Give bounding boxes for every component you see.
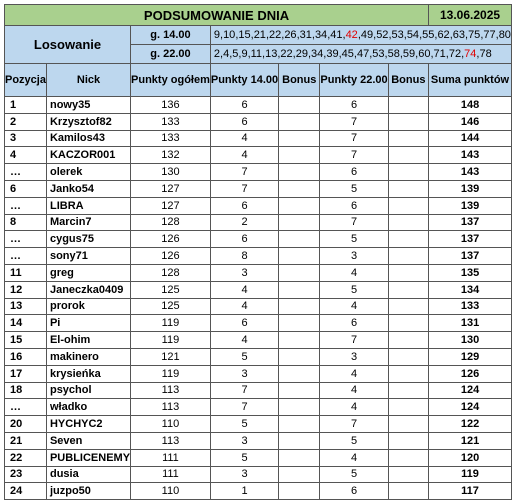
drawn-number: 34 bbox=[311, 48, 324, 60]
points-1400-cell: 4 bbox=[210, 332, 278, 349]
points-2200-cell: 7 bbox=[320, 416, 388, 433]
sum-points-cell: 135 bbox=[429, 264, 512, 281]
bonus-1400-cell bbox=[279, 231, 320, 248]
drawn-number: 71 bbox=[433, 48, 446, 60]
position-cell: 18 bbox=[5, 382, 47, 399]
position-cell: … bbox=[5, 164, 47, 181]
points-2200-cell: 5 bbox=[320, 466, 388, 483]
total-points-cell: 111 bbox=[131, 449, 211, 466]
drawn-number: 52 bbox=[376, 29, 389, 41]
points-2200-cell: 7 bbox=[320, 130, 388, 147]
drawn-number: 53 bbox=[391, 29, 404, 41]
bonus-1400-cell bbox=[279, 298, 320, 315]
total-points-cell: 136 bbox=[131, 97, 211, 114]
bonus-1400-cell bbox=[279, 483, 320, 500]
points-1400-cell: 7 bbox=[210, 180, 278, 197]
total-points-cell: 125 bbox=[131, 281, 211, 298]
points-2200-cell: 4 bbox=[320, 365, 388, 382]
drawn-number: 54 bbox=[406, 29, 420, 41]
drawn-number: 11 bbox=[250, 48, 263, 60]
total-points-cell: 113 bbox=[131, 382, 211, 399]
points-2200-cell: 3 bbox=[320, 348, 388, 365]
table-row bbox=[5, 231, 512, 248]
bonus-1400-cell bbox=[279, 432, 320, 449]
table-row bbox=[5, 483, 512, 500]
sum-points-cell: 134 bbox=[429, 281, 512, 298]
draw-numbers-1400: 9,10,15,21,22,26,31,34,41,42,49,52,53,54,55,62,63,75,77,80 bbox=[210, 26, 511, 45]
points-1400-cell: 3 bbox=[210, 264, 278, 281]
table-row bbox=[5, 332, 512, 349]
draws-label: Losowanie bbox=[5, 26, 131, 64]
sum-points-cell: 144 bbox=[429, 130, 512, 147]
table-row bbox=[5, 348, 512, 365]
points-1400-cell: 4 bbox=[210, 281, 278, 298]
sum-points-cell: 122 bbox=[429, 416, 512, 433]
position-cell: 17 bbox=[5, 365, 47, 382]
points-2200-cell: 5 bbox=[320, 432, 388, 449]
nick-cell: HYCHYC2 bbox=[46, 416, 130, 433]
nick-cell: Janko54 bbox=[46, 180, 130, 197]
bonus-2200-cell bbox=[388, 130, 428, 147]
position-cell: … bbox=[5, 197, 47, 214]
points-1400-cell: 6 bbox=[210, 97, 278, 114]
drawn-number: 55 bbox=[422, 29, 435, 41]
sum-points-cell: 137 bbox=[429, 248, 512, 265]
bonus-2200-cell bbox=[388, 382, 428, 399]
table-row bbox=[5, 432, 512, 449]
nick-cell: Pi bbox=[46, 315, 130, 332]
bonus-1400-cell bbox=[279, 365, 320, 382]
points-2200-cell: 6 bbox=[320, 483, 388, 500]
col-header-total: Punkty ogółem bbox=[131, 64, 211, 97]
sum-points-cell: 117 bbox=[429, 483, 512, 500]
points-2200-cell: 6 bbox=[320, 197, 388, 214]
table-row bbox=[5, 264, 512, 281]
nick-cell: olerek bbox=[46, 164, 130, 181]
position-cell: 22 bbox=[5, 449, 47, 466]
sum-points-cell: 143 bbox=[429, 164, 512, 181]
sum-points-cell: 131 bbox=[429, 315, 512, 332]
table-row bbox=[5, 147, 512, 164]
bonus-2200-cell bbox=[388, 180, 428, 197]
drawn-number: 41 bbox=[330, 29, 343, 41]
points-2200-cell: 7 bbox=[320, 214, 388, 231]
points-1400-cell: 2 bbox=[210, 214, 278, 231]
table-row bbox=[5, 197, 512, 214]
drawn-number: 77 bbox=[483, 29, 496, 41]
points-1400-cell: 4 bbox=[210, 298, 278, 315]
total-points-cell: 125 bbox=[131, 298, 211, 315]
col-header-points-2200: Punkty 22.00 bbox=[320, 64, 388, 97]
nick-cell: sony71 bbox=[46, 248, 130, 265]
total-points-cell: 119 bbox=[131, 365, 211, 382]
position-cell: 13 bbox=[5, 298, 47, 315]
bonus-1400-cell bbox=[279, 248, 320, 265]
bonus-1400-cell bbox=[279, 449, 320, 466]
drawn-number: 59 bbox=[402, 48, 416, 60]
bonus-1400-cell bbox=[279, 399, 320, 416]
table-row bbox=[5, 97, 512, 114]
bonus-2200-cell bbox=[388, 164, 428, 181]
table-row bbox=[5, 281, 512, 298]
drawn-number: 9 bbox=[213, 29, 220, 41]
bonus-1400-cell bbox=[279, 130, 320, 147]
col-header-position: Pozycja bbox=[5, 64, 47, 97]
total-points-cell: 126 bbox=[131, 248, 211, 265]
total-points-cell: 113 bbox=[131, 399, 211, 416]
bonus-2200-cell bbox=[388, 113, 428, 130]
drawn-number: 10 bbox=[223, 29, 236, 41]
total-points-cell: 110 bbox=[131, 483, 211, 500]
nick-cell: prorok bbox=[46, 298, 130, 315]
bonus-1400-cell bbox=[279, 466, 320, 483]
nick-cell: dusia bbox=[46, 466, 130, 483]
bonus-1400-cell bbox=[279, 281, 320, 298]
sum-points-cell: 137 bbox=[429, 231, 512, 248]
points-1400-cell: 6 bbox=[210, 231, 278, 248]
sum-points-cell: 148 bbox=[429, 97, 512, 114]
points-1400-cell: 5 bbox=[210, 348, 278, 365]
bonus-2200-cell bbox=[388, 97, 428, 114]
points-1400-cell: 4 bbox=[210, 147, 278, 164]
drawn-number: 58 bbox=[387, 48, 400, 60]
bonus-2200-cell bbox=[388, 281, 428, 298]
sum-points-cell: 143 bbox=[429, 147, 512, 164]
bonus-2200-cell bbox=[388, 315, 428, 332]
nick-cell: Krzysztof82 bbox=[46, 113, 130, 130]
position-cell: … bbox=[5, 248, 47, 265]
points-2200-cell: 5 bbox=[320, 231, 388, 248]
sum-points-cell: 137 bbox=[429, 214, 512, 231]
nick-cell: Marcin7 bbox=[46, 214, 130, 231]
nick-cell: psychol bbox=[46, 382, 130, 399]
table-row bbox=[5, 449, 512, 466]
sum-points-cell: 130 bbox=[429, 332, 512, 349]
bonus-2200-cell bbox=[388, 483, 428, 500]
bonus-2200-cell bbox=[388, 298, 428, 315]
col-header-bonus-2200: Bonus bbox=[388, 64, 428, 97]
total-points-cell: 121 bbox=[131, 348, 211, 365]
bonus-1400-cell bbox=[279, 264, 320, 281]
bonus-1400-cell bbox=[279, 214, 320, 231]
table-row bbox=[5, 113, 512, 130]
drawn-number: 5 bbox=[232, 48, 239, 60]
drawn-number: 39 bbox=[326, 48, 339, 60]
sum-points-cell: 120 bbox=[429, 449, 512, 466]
position-cell: 16 bbox=[5, 348, 47, 365]
sum-points-cell: 129 bbox=[429, 348, 512, 365]
bonus-2200-cell bbox=[388, 466, 428, 483]
nick-cell: Kamilos43 bbox=[46, 130, 130, 147]
bonus-1400-cell bbox=[279, 113, 320, 130]
drawn-number: 13 bbox=[265, 48, 278, 60]
points-1400-cell: 6 bbox=[210, 315, 278, 332]
position-cell: 8 bbox=[5, 214, 47, 231]
nick-cell: nowy35 bbox=[46, 97, 130, 114]
total-points-cell: 132 bbox=[131, 147, 211, 164]
sum-points-cell: 119 bbox=[429, 466, 512, 483]
total-points-cell: 110 bbox=[131, 416, 211, 433]
nick-cell: Janeczka0409 bbox=[46, 281, 130, 298]
nick-cell: greg bbox=[46, 264, 130, 281]
drawn-number: 22 bbox=[280, 48, 293, 60]
position-cell: 4 bbox=[5, 147, 47, 164]
col-header-points-1400: Punkty 14.00 bbox=[210, 64, 278, 97]
total-points-cell: 119 bbox=[131, 332, 211, 349]
col-header-sum: Suma punktów bbox=[429, 64, 512, 97]
total-points-cell: 113 bbox=[131, 432, 211, 449]
points-2200-cell: 5 bbox=[320, 281, 388, 298]
bonus-1400-cell bbox=[279, 97, 320, 114]
points-1400-cell: 7 bbox=[210, 399, 278, 416]
position-cell: 15 bbox=[5, 332, 47, 349]
table-row bbox=[5, 466, 512, 483]
drawn-number: 75 bbox=[468, 29, 481, 41]
drawn-number: 63 bbox=[452, 29, 465, 41]
points-2200-cell: 5 bbox=[320, 180, 388, 197]
bonus-2200-cell bbox=[388, 147, 428, 164]
points-1400-cell: 6 bbox=[210, 197, 278, 214]
drawn-number: 62 bbox=[437, 29, 450, 41]
points-2200-cell: 7 bbox=[320, 147, 388, 164]
nick-cell: KACZOR001 bbox=[46, 147, 130, 164]
points-1400-cell: 5 bbox=[210, 416, 278, 433]
position-cell: 14 bbox=[5, 315, 47, 332]
drawn-number: 78 bbox=[479, 48, 492, 60]
bonus-1400-cell bbox=[279, 147, 320, 164]
bonus-2200-cell bbox=[388, 248, 428, 265]
nick-cell: krysieńka bbox=[46, 365, 130, 382]
draw-time-1400: g. 14.00 bbox=[131, 26, 211, 45]
position-cell: 23 bbox=[5, 466, 47, 483]
total-points-cell: 130 bbox=[131, 164, 211, 181]
col-header-nick: Nick bbox=[46, 64, 130, 97]
drawn-number: 22 bbox=[269, 29, 282, 41]
drawn-number: 47 bbox=[356, 48, 370, 60]
table-row bbox=[5, 248, 512, 265]
sum-points-cell: 124 bbox=[429, 399, 512, 416]
column-header-row bbox=[5, 64, 512, 97]
sum-points-cell: 121 bbox=[429, 432, 512, 449]
nick-cell: władko bbox=[46, 399, 130, 416]
daily-summary-table bbox=[4, 4, 512, 500]
drawn-number: 15 bbox=[238, 29, 251, 41]
bonus-2200-cell bbox=[388, 449, 428, 466]
bonus-2200-cell bbox=[388, 348, 428, 365]
bonus-1400-cell bbox=[279, 164, 320, 181]
points-1400-cell: 3 bbox=[210, 466, 278, 483]
points-2200-cell: 6 bbox=[320, 97, 388, 114]
table-row bbox=[5, 164, 512, 181]
sum-points-cell: 146 bbox=[429, 113, 512, 130]
total-points-cell: 128 bbox=[131, 214, 211, 231]
position-cell: 6 bbox=[5, 180, 47, 197]
bonus-2200-cell bbox=[388, 214, 428, 231]
position-cell: … bbox=[5, 231, 47, 248]
bonus-2200-cell bbox=[388, 432, 428, 449]
sum-points-cell: 139 bbox=[429, 197, 512, 214]
position-cell: 20 bbox=[5, 416, 47, 433]
sum-points-cell: 126 bbox=[429, 365, 512, 382]
points-2200-cell: 6 bbox=[320, 315, 388, 332]
table-row bbox=[5, 214, 512, 231]
bonus-1400-cell bbox=[279, 348, 320, 365]
points-1400-cell: 4 bbox=[210, 130, 278, 147]
total-points-cell: 127 bbox=[131, 180, 211, 197]
position-cell: 2 bbox=[5, 113, 47, 130]
points-1400-cell: 3 bbox=[210, 365, 278, 382]
total-points-cell: 127 bbox=[131, 197, 211, 214]
table-row bbox=[5, 365, 512, 382]
table-row bbox=[5, 416, 512, 433]
sum-points-cell: 139 bbox=[429, 180, 512, 197]
bonus-2200-cell bbox=[388, 332, 428, 349]
bonus-2200-cell bbox=[388, 416, 428, 433]
points-2200-cell: 6 bbox=[320, 164, 388, 181]
points-2200-cell: 4 bbox=[320, 399, 388, 416]
position-cell: 12 bbox=[5, 281, 47, 298]
drawn-number: 9 bbox=[241, 48, 248, 60]
nick-cell: LIBRA bbox=[46, 197, 130, 214]
drawn-number: 80 bbox=[498, 29, 511, 41]
points-1400-cell: 7 bbox=[210, 164, 278, 181]
total-points-cell: 128 bbox=[131, 264, 211, 281]
bonus-2200-cell bbox=[388, 231, 428, 248]
drawn-number: 60 bbox=[418, 48, 431, 60]
nick-cell: cygus75 bbox=[46, 231, 130, 248]
total-points-cell: 133 bbox=[131, 130, 211, 147]
position-cell: 1 bbox=[5, 97, 47, 114]
total-points-cell: 111 bbox=[131, 466, 211, 483]
drawn-number: 29 bbox=[295, 48, 308, 60]
table-row bbox=[5, 315, 512, 332]
drawn-number: 49 bbox=[360, 29, 374, 41]
bonus-1400-cell bbox=[279, 197, 320, 214]
total-points-cell: 126 bbox=[131, 231, 211, 248]
bonus-2200-cell bbox=[388, 365, 428, 382]
drawn-number: 21 bbox=[253, 29, 266, 41]
total-points-cell: 133 bbox=[131, 113, 211, 130]
page-title: PODSUMOWANIE DNIA bbox=[5, 5, 429, 26]
table-row bbox=[5, 382, 512, 399]
points-1400-cell: 3 bbox=[210, 432, 278, 449]
drawn-number: 4 bbox=[223, 48, 230, 60]
points-2200-cell: 4 bbox=[320, 298, 388, 315]
table-row bbox=[5, 130, 512, 147]
bonus-1400-cell bbox=[279, 180, 320, 197]
position-cell: 3 bbox=[5, 130, 47, 147]
nick-cell: Seven bbox=[46, 432, 130, 449]
bonus-1400-cell bbox=[279, 416, 320, 433]
points-2200-cell: 7 bbox=[320, 113, 388, 130]
nick-cell: PUBLICENEMY bbox=[46, 449, 130, 466]
drawn-number: 34 bbox=[314, 29, 328, 41]
bonus-2200-cell bbox=[388, 264, 428, 281]
points-2200-cell: 4 bbox=[320, 382, 388, 399]
nick-cell: El-ohim bbox=[46, 332, 130, 349]
col-header-bonus-1400: Bonus bbox=[279, 64, 320, 97]
points-1400-cell: 1 bbox=[210, 483, 278, 500]
total-points-cell: 119 bbox=[131, 315, 211, 332]
draw-time-2200: g. 22.00 bbox=[131, 45, 211, 64]
draw-numbers-2200: 2,4,5,9,11,13,22,29,34,39,45,47,53,58,59,60,71,72,74,78 bbox=[210, 45, 511, 64]
nick-cell: makinero bbox=[46, 348, 130, 365]
date-cell: 13.06.2025 bbox=[429, 5, 512, 26]
bonus-1400-cell bbox=[279, 315, 320, 332]
bonus-1400-cell bbox=[279, 332, 320, 349]
bonus-2200-cell bbox=[388, 197, 428, 214]
table-row bbox=[5, 180, 512, 197]
bonus-2200-cell bbox=[388, 399, 428, 416]
points-1400-cell: 6 bbox=[210, 113, 278, 130]
drawn-number: 31 bbox=[299, 29, 312, 41]
table-row bbox=[5, 298, 512, 315]
drawn-number: 72 bbox=[448, 48, 462, 60]
bonus-1400-cell bbox=[279, 382, 320, 399]
points-2200-cell: 7 bbox=[320, 332, 388, 349]
position-cell: 24 bbox=[5, 483, 47, 500]
table-row bbox=[5, 399, 512, 416]
sum-points-cell: 133 bbox=[429, 298, 512, 315]
drawn-number-hit: 42 bbox=[345, 29, 358, 41]
drawn-number: 26 bbox=[284, 29, 297, 41]
drawn-number: 53 bbox=[372, 48, 385, 60]
drawn-number: 45 bbox=[341, 48, 354, 60]
points-1400-cell: 8 bbox=[210, 248, 278, 265]
points-1400-cell: 5 bbox=[210, 449, 278, 466]
nick-cell: juzpo50 bbox=[46, 483, 130, 500]
position-cell: 21 bbox=[5, 432, 47, 449]
points-2200-cell: 4 bbox=[320, 264, 388, 281]
drawn-number: 2 bbox=[213, 48, 220, 60]
points-1400-cell: 7 bbox=[210, 382, 278, 399]
position-cell: … bbox=[5, 399, 47, 416]
sum-points-cell: 124 bbox=[429, 382, 512, 399]
position-cell: 11 bbox=[5, 264, 47, 281]
drawn-number-hit: 74 bbox=[464, 48, 477, 60]
points-2200-cell: 4 bbox=[320, 449, 388, 466]
points-2200-cell: 3 bbox=[320, 248, 388, 265]
